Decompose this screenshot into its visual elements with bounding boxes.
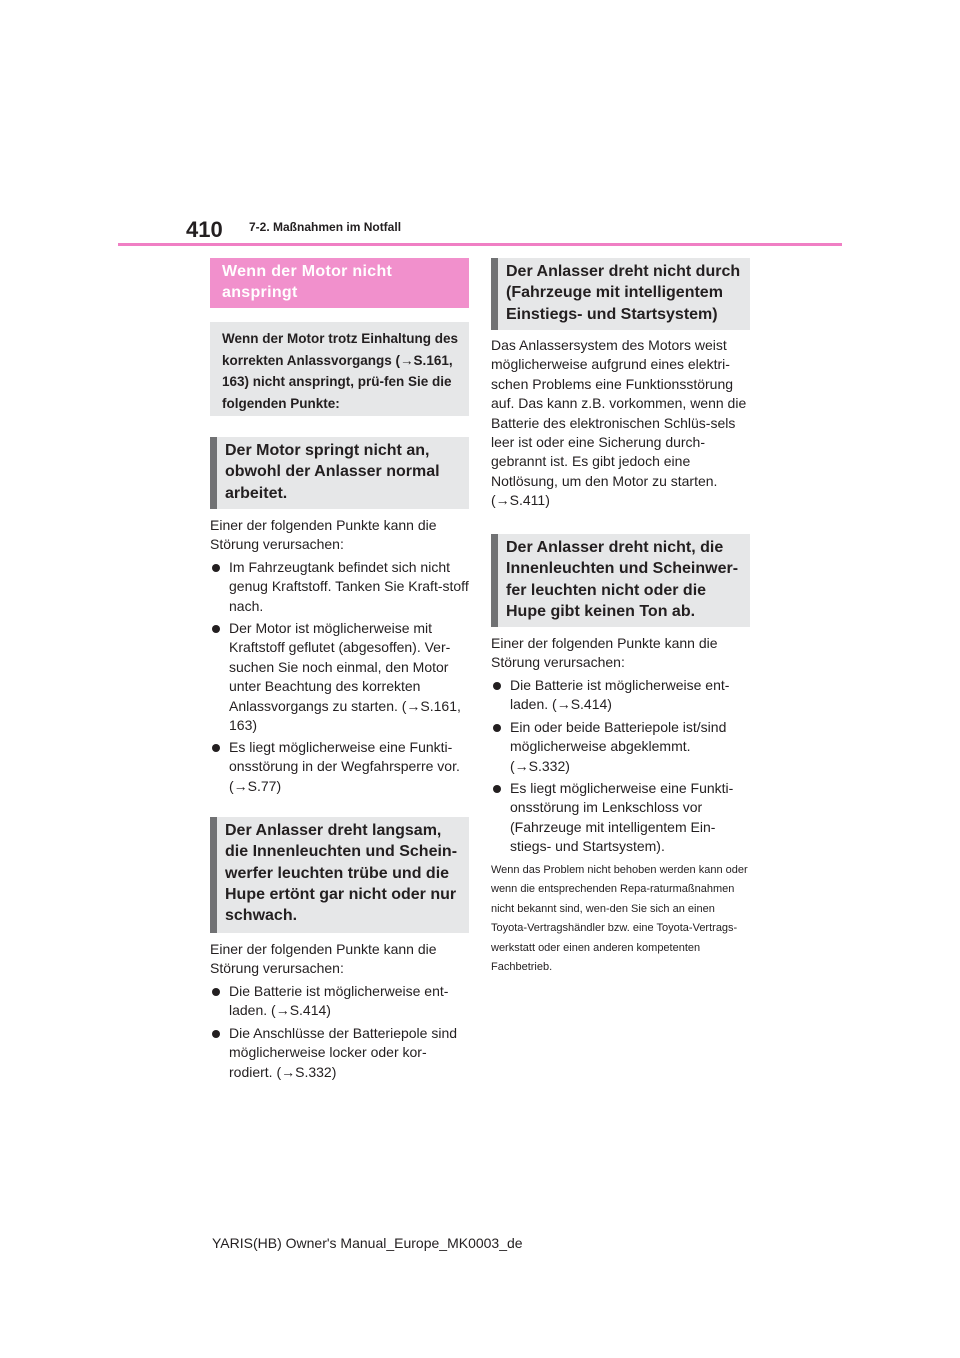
list-item — [212, 738, 472, 796]
list-item — [212, 619, 472, 735]
list-item-text: Die Anschlüsse der Batteriepole sind möglicherweise locker oder kor-rodiert. (→S.332) — [229, 1025, 458, 1080]
heading-engine-not-start: Der Motor springt nicht an, obwohl der Anlasser normal arbeitet. — [225, 442, 440, 502]
list-item-text: Es liegt möglicherweise eine Funkti-onsstörung im Lenkschloss vor (Fahrzeuge mit intelligentem Ein-stiegs- und Startsystem). — [510, 780, 734, 855]
bullet-icon — [212, 1030, 220, 1038]
list-item-text: Die Batterie ist möglicherweise ent-laden. (→S.414) — [510, 677, 730, 713]
list-item — [493, 676, 755, 715]
list-item-text: Die Batterie ist möglicherweise ent-laden. (→S.414) — [229, 983, 449, 1019]
list-item — [493, 718, 755, 776]
list-item-text: Der Motor ist möglicherweise mit Kraftstoff geflutet (abgesoffen). Ver-suchen Sie noch einmal, den Motor unter Beachtung des korrekten Anlassvorgangs zu starten. (→S.161, 163) — [229, 620, 461, 734]
bullet-icon — [493, 724, 501, 732]
paragraph-causes: Einer der folgenden Punkte kann die Störung verursachen: — [491, 635, 718, 671]
list-item — [493, 779, 755, 856]
bullet-icon — [212, 564, 220, 572]
heading-starter-dead: Der Anlasser dreht nicht, die Innenleuchten und Scheinwer-fer leuchten nicht oder die Hupe gibt keinen Ton ab. — [506, 539, 739, 620]
chapter-title: 7-2. Maßnahmen im Notfall — [249, 220, 402, 234]
bullet-icon — [493, 785, 501, 793]
bullet-icon — [212, 988, 220, 996]
paragraph-causes: Einer der folgenden Punkte kann die Störung verursachen: — [210, 941, 437, 977]
list-item — [212, 1024, 472, 1082]
heading-box-starter-dead — [491, 534, 750, 627]
paragraph-starter-system: Das Anlassersystem des Motors weist möglicherweise aufgrund eines elektri-schen Problems eine Funktionsstörung auf. Das kann z.B. vorkommen, wenn die Batterie des elektronischen Schlüs-sels leer ist oder eine Sicherung durch-gebrannt ist. Es gibt jedoch eine Notlösung, um den Motor zu starten. (→S.411) — [491, 337, 747, 509]
heading-box-starter-slow — [210, 817, 469, 933]
header-rule — [118, 243, 842, 246]
section-title-box — [210, 258, 469, 308]
page-number: 410 — [186, 217, 223, 242]
heading-starter-slow: Der Anlasser dreht langsam, die Innenleuchten und Schein-werfer leuchten trübe und die Hupe ertönt gar nicht oder nur schwach. — [225, 822, 458, 925]
list-item-text: Im Fahrzeugtank befindet sich nicht genug Kraftstoff. Tanken Sie Kraft-stoff nach. — [229, 559, 469, 614]
paragraph-causes: Einer der folgenden Punkte kann die Störung verursachen: — [210, 517, 437, 553]
list-item — [212, 558, 472, 616]
heading-box-engine-not-start — [210, 437, 469, 509]
list-item — [212, 982, 472, 1021]
list-item-text: Es liegt möglicherweise eine Funkti-onsstörung in der Wegfahrsperre vor. (→S.77) — [229, 739, 460, 794]
bullet-icon — [212, 625, 220, 633]
heading-box-starter-no-crank — [491, 258, 750, 330]
heading-starter-no-crank: Der Anlasser dreht nicht durch (Fahrzeuge mit intelligentem Einstiegs- und Startsystem) — [506, 263, 741, 323]
intro-text: Wenn der Motor trotz Einhaltung des korrekten Anlassvorgangs (→S.161, 163) nicht anspringt, prü-fen Sie die folgenden Punkte: — [222, 331, 458, 411]
list-item-text: Ein oder beide Batteriepole ist/sind möglicherweise abgeklemmt. (→S.332) — [510, 719, 727, 774]
footer-text: YARIS(HB) Owner's Manual_Europe_MK0003_de — [212, 1235, 523, 1251]
section-title: Wenn der Motor nicht anspringt — [222, 263, 393, 301]
note-text: Wenn das Problem nicht behoben werden kann oder wenn die entsprechenden Repa-raturmaßnahmen nicht bekannt sind, wen-den Sie sich an einen Toyota-Vertragshändler bzw. eine Toyota-Vertrags-werkstatt oder einen anderen kompetenten Fachbetrieb. — [491, 864, 748, 974]
bullet-icon — [493, 682, 501, 690]
bullet-icon — [212, 744, 220, 752]
intro-box — [210, 322, 469, 416]
